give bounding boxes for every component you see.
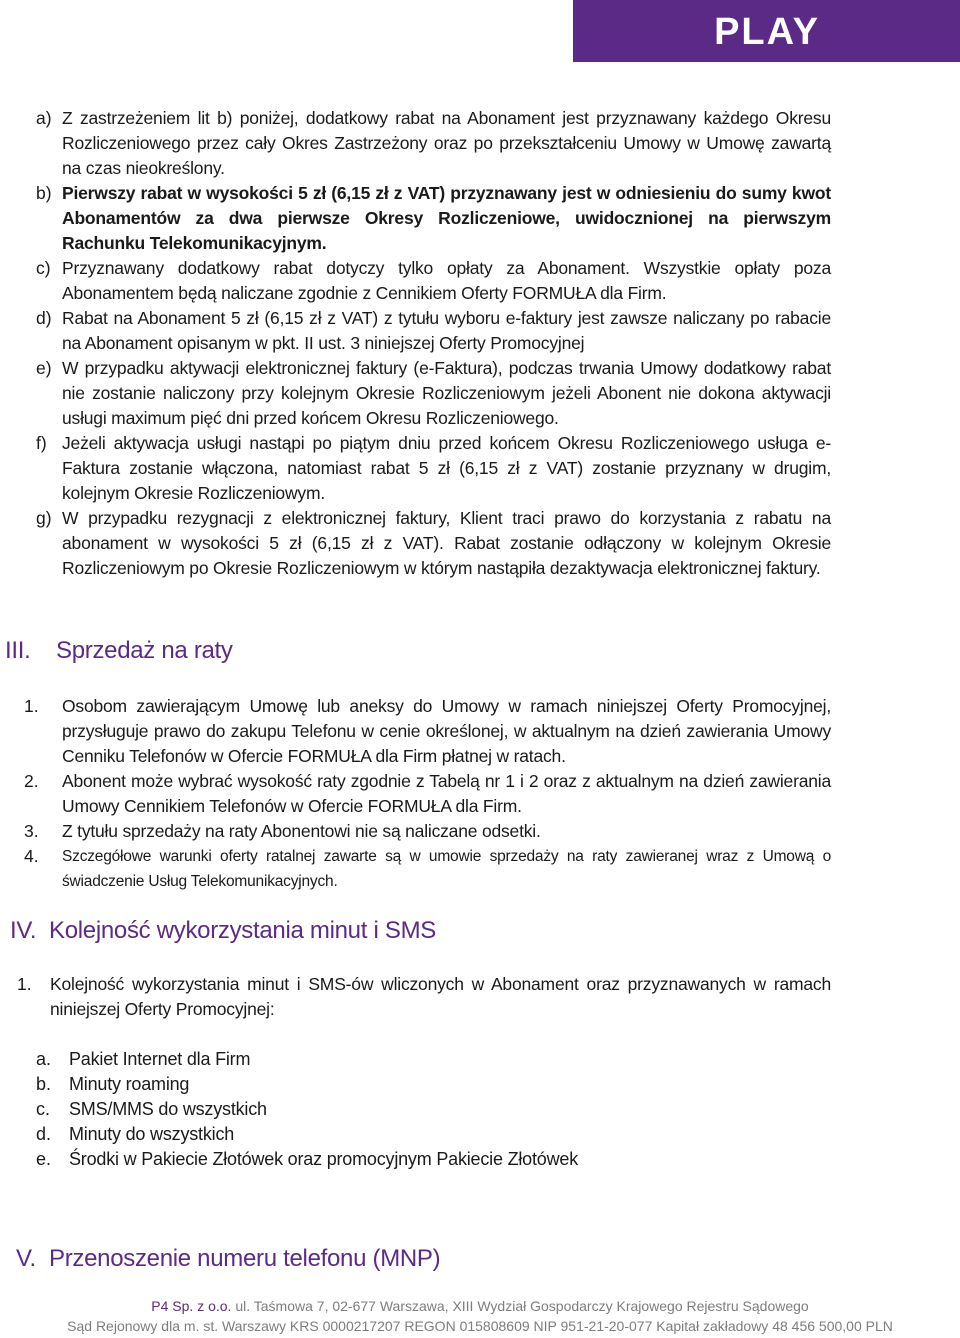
item-text: Osobom zawierającym Umowę lub aneksy do Umowy w ramach niniejszej Oferty Promocyjnej, przysługuje prawo do zakupu Telefonu w cenie określonej, w aktualnym na dzień zawierania Umowy Cenniku Telefonów w Ofercie FORMUŁA dla Firm płatnej w ratach. [62, 696, 831, 766]
item-text: Przyznawany dodatkowy rabat dotyczy tylko opłaty za Abonament. Wszystkie opłaty poza Abonamentem będą naliczane zgodnie z Cennikiem Oferty FORMUŁA dla Firm. [62, 258, 831, 303]
list-item [0, 306, 960, 356]
item-text: Rabat na Abonament 5 zł (6,15 zł z VAT) z tytułu wyboru e-faktury jest zawsze naliczany po rabacie na Abonament opisanym w pkt. II ust. 3 niniejszej Oferty Promocyjnej [62, 308, 831, 353]
list-item [0, 506, 960, 581]
item-text: Szczegółowe warunki oferty ratalnej zawarte są w umowie sprzedaży na raty zawieranej wraz z Umową o świadczenie Usług Telekomunikacyjnych. [62, 848, 831, 890]
footer-line-2: Sąd Rejonowy dla m. st. Warszawy KRS 0000217207 REGON 015808609 NIP 951-21-20-077 Kapitał zakładowy 48 456 500,00 PLN [67, 1318, 893, 1334]
item-text: Kolejność wykorzystania minut i SMS-ów wliczonych w Abonament oraz przyznawanych w ramach niniejszej Oferty Promocyjnej: [50, 974, 831, 1019]
list-item [0, 356, 960, 431]
section-number: III. [5, 637, 31, 664]
item-text: Minuty roaming [69, 1074, 190, 1094]
item-marker: 3. [24, 821, 39, 841]
footer-company: P4 Sp. z o.o. [151, 1298, 232, 1314]
section-number: V. [16, 1245, 36, 1272]
item-marker: b) [36, 183, 52, 203]
item-text: Z zastrzeżeniem lit b) poniżej, dodatkowy rabat na Abonament jest przyznawany każdego Okresu Rozliczeniowego przez cały Okres Zastrzeżony oraz po przekształceniu Umowy w Umowę zawartą na czas nieokreślony. [62, 108, 831, 178]
logo-text: PLAY [713, 14, 820, 48]
item-marker: a) [36, 108, 52, 128]
item-marker: e) [36, 358, 52, 378]
item-text: W przypadku rezygnacji z elektronicznej faktury, Klient traci prawo do korzystania z rabatu na abonament w wysokości 5 zł (6,15 zł z VAT). Rabat zostanie odłączony w kolejnym Okresie Rozliczeniowym po Okresie Rozliczeniowym w którym nastąpiła dezaktywacja elektronicznej faktury. [62, 508, 831, 578]
list-item [0, 1097, 960, 1122]
footer-line-1 [0, 1298, 960, 1314]
list-item [0, 1072, 960, 1097]
item-marker: 1. [24, 696, 39, 716]
play-logo [573, 0, 960, 62]
section-title: Przenoszenie numeru telefonu (MNP) [49, 1245, 441, 1272]
item-text: Z tytułu sprzedaży na raty Abonentowi nie są naliczane odsetki. [62, 821, 541, 841]
usage-order-list [0, 972, 960, 1022]
list-item [0, 431, 960, 506]
item-text: Abonent może wybrać wysokość raty zgodnie z Tabelą nr 1 i 2 oraz z aktualnym na dzień zawierania Umowy Cennikiem Telefonów w Ofercie FORMUŁA dla Firm. [62, 771, 831, 816]
item-marker: 1. [17, 974, 32, 994]
section-number: IV. [10, 917, 37, 944]
list-item [0, 1047, 960, 1072]
list-item [0, 819, 960, 844]
list-item [0, 1147, 960, 1172]
item-marker: f) [36, 433, 47, 453]
footer-address: ul. Taśmowa 7, 02-677 Warszawa, XIII Wydział Gospodarczy Krajowego Rejestru Sądowego [231, 1298, 809, 1314]
item-text: W przypadku aktywacji elektronicznej faktury (e-Faktura), podczas trwania Umowy dodatkowy rabat nie zostanie naliczony przy kolejnym Okresie Rozliczeniowym jeżeli Abonent nie dokona aktywacji usługi maximum pięć dni przed końcem Okresu Rozliczeniowego. [62, 358, 831, 428]
item-marker: g) [36, 508, 52, 528]
installments-list [0, 694, 960, 894]
list-item [0, 972, 960, 1022]
list-item [0, 106, 960, 181]
item-marker: a. [36, 1049, 52, 1069]
list-item [0, 694, 960, 769]
item-marker: 2. [24, 771, 39, 791]
item-text: SMS/MMS do wszystkich [69, 1099, 267, 1119]
item-marker: d) [36, 308, 52, 328]
play-logo-wordmark [682, 14, 852, 48]
item-text: Środki w Pakiecie Złotówek oraz promocyjnym Pakiecie Złotówek [69, 1149, 578, 1169]
item-marker: b. [36, 1074, 52, 1094]
discount-terms-list [0, 106, 960, 581]
list-item [0, 181, 960, 256]
item-marker: c. [36, 1099, 51, 1119]
item-marker: d. [36, 1124, 52, 1144]
list-item [0, 256, 960, 306]
list-item [0, 769, 960, 819]
item-marker: 4. [24, 846, 39, 866]
list-item [0, 1122, 960, 1147]
item-text: Jeżeli aktywacja usługi nastąpi po piątym dniu przed końcem Okresu Rozliczeniowego usługa e-Faktura zostanie włączona, natomiast rabat 5 zł (6,15 zł z VAT) zostanie przyznany w drugim, kolejnym Okresie Rozliczeniowym. [62, 433, 831, 503]
item-text: Pakiet Internet dla Firm [69, 1049, 251, 1069]
section-title: Kolejność wykorzystania minut i SMS [49, 917, 436, 944]
list-item [0, 844, 960, 894]
item-text: Minuty do wszystkich [69, 1124, 235, 1144]
section-title: Sprzedaż na raty [56, 637, 233, 664]
usage-priority-list [0, 1047, 960, 1172]
item-text: Pierwszy rabat w wysokości 5 zł (6,15 zł z VAT) przyznawany jest w odniesieniu do sumy kwot Abonamentów za dwa pierwsze Okresy Rozliczeniowe, uwidocznionej na pierwszym Rachunku Telekomunikacyjnym. [62, 183, 831, 253]
item-marker: e. [36, 1149, 52, 1169]
item-marker: c) [36, 258, 51, 278]
